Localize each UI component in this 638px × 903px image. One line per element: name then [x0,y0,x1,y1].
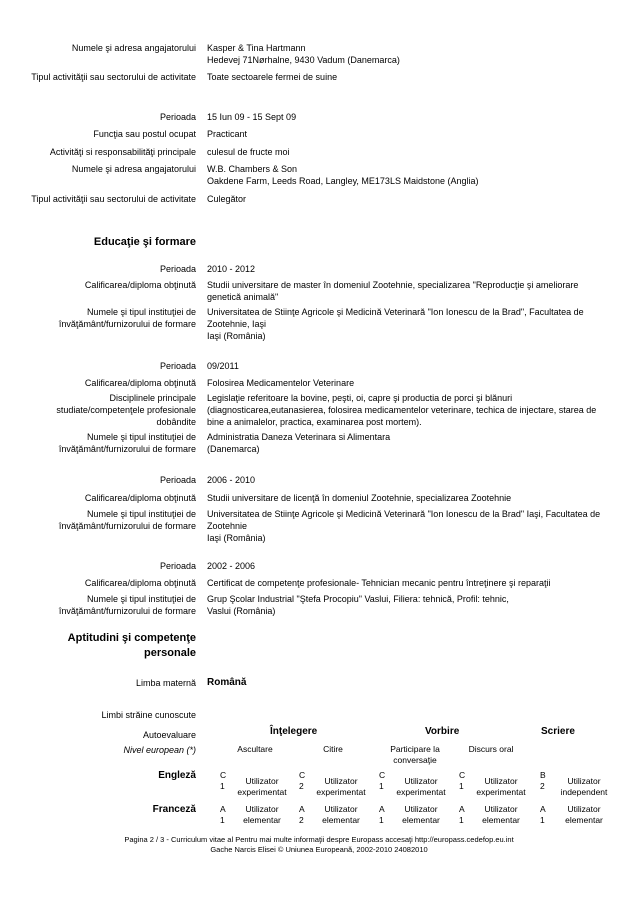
sector-value: Culegător [207,194,247,204]
period-value: 2010 - 2012 [207,264,256,274]
institution-line: Vaslui (România) [207,606,276,616]
period-label: Perioada [159,561,196,571]
level-code: C [220,770,227,780]
level-code: A [379,804,385,814]
institution-line: Grup Şcolar Industrial "Ştefa Procopiu" Vaslui, Filiera: tehnică, Profil: tehnic, [207,594,509,604]
education-section-title: Educaţie şi formare [93,236,196,248]
level-code: 2 [299,781,304,791]
level-code: A [540,804,546,814]
disciplines-line: (diagnosticarea,eutanasierea, folosirea medicamentelor veterinare, techica de injectare, starea de [207,405,597,415]
institution-label: Numele şi tipul instituţiei de [86,432,196,442]
institution-label: Numele şi tipul instituţiei de [86,509,196,519]
mother-tongue-value: Română [207,677,247,688]
level-code: 1 [220,781,225,791]
function-value: Practicant [207,129,248,139]
subhead-listening: Ascultare [237,744,273,754]
disciplines-label: dobândite [156,417,196,427]
institution-label: Numele şi tipul instituţiei de [86,307,196,317]
level-desc: Utilizator [484,804,518,814]
institution-label: învăţământ/furnizorului de formare [58,606,196,616]
level-desc: elementar [322,815,360,825]
level-desc: Utilizator [245,804,279,814]
subhead-production: Discurs oral [468,744,514,754]
institution-line: Iaşi (România) [207,533,266,543]
level-desc: Utilizator [404,804,438,814]
employer-label: Numele şi adresa angajatorului [71,164,196,174]
level-code: 1 [220,815,225,825]
skills-section-title: personale [144,647,196,659]
qualification-label: Calificarea/diploma obţinută [84,578,196,588]
institution-line: Iaşi (România) [207,331,266,341]
level-code: 2 [540,781,545,791]
level-desc: Utilizator [567,776,601,786]
level-desc: experimentat [396,787,446,797]
period-label: Perioada [159,361,196,371]
level-code: 1 [379,815,384,825]
qualification-label: Calificarea/diploma obţinută [84,280,196,290]
sector-label: Tipul activităţii sau sectorului de activitate [31,194,196,204]
level-desc: Utilizator [404,776,438,786]
period-value: 15 Iun 09 - 15 Sept 09 [207,112,297,122]
level-code: C [299,770,306,780]
level-desc: Utilizator [567,804,601,814]
page-footer-line: Gache Narcis Elisei © Uniunea Europeană, 2002-2010 24082010 [210,845,428,854]
level-desc: experimentat [476,787,526,797]
period-value: 2002 - 2006 [207,561,256,571]
level-code: A [220,804,226,814]
employer-name: W.B. Chambers & Son [207,164,298,174]
level-code: A [459,804,465,814]
qualification-line: Studii universitare de licenţă în domeniul Zootehnie, specializarea Zootehnie [207,493,512,503]
function-label: Funcţia sau postul ocupat [93,129,196,139]
level-desc: Utilizator [245,776,279,786]
level-desc: Utilizator [484,776,518,786]
institution-line: Zootehnie, Iaşi [207,319,267,329]
level-desc: elementar [243,815,281,825]
level-code: C [459,770,466,780]
level-code: C [379,770,386,780]
institution-label: învăţământ/furnizorului de formare [58,319,196,329]
level-code: 1 [459,815,464,825]
subhead-reading: Citire [323,744,343,754]
level-code: 1 [540,815,545,825]
qualification-line: Folosirea Medicamentelor Veterinare [207,378,355,388]
european-level-label: Nivel european (*) [123,745,196,755]
disciplines-label: studiate/competenţele profesionale [56,405,196,415]
level-desc: experimentat [316,787,366,797]
period-label: Perioada [159,112,196,122]
qualification-label: Calificarea/diploma obţinută [84,493,196,503]
language-name: Engleză [158,770,196,781]
group-understanding: Înţelegere [270,726,318,737]
institution-line: Administratia Daneza Veterinara si Alimentara [207,432,391,442]
employer-label: Numele şi adresa angajatorului [71,43,196,53]
skills-section-title: Aptitudini şi competenţe [67,632,196,644]
level-code: A [299,804,305,814]
institution-line: Universitatea de Stiinţe Agricole şi Medicină Veterinară "Ion Ionescu de la Brad", Facultatea de [207,307,584,317]
level-desc: elementar [402,815,440,825]
group-writing: Scriere [541,726,575,737]
employer-address: Oakdene Farm, Leeds Road, Langley, ME173LS Maidstone (Anglia) [207,176,479,186]
language-name: Franceză [152,804,196,815]
level-code: 1 [459,781,464,791]
subhead-interaction: conversaţie [393,755,437,765]
period-label: Perioada [159,475,196,485]
institution-label: învăţământ/furnizorului de formare [58,521,196,531]
level-desc: elementar [565,815,603,825]
activities-label: Activităţi si responsabilităţi principale [49,147,196,157]
employer-name: Kasper & Tina Hartmann [207,43,306,53]
foreign-languages-label: Limbi străine cunoscute [101,710,196,720]
disciplines-line: bine a animalelor, practica, examinarea post mortem). [207,417,422,427]
subhead-interaction: Participare la [390,744,440,754]
qualification-label: Calificarea/diploma obţinută [84,378,196,388]
sector-label: Tipul activităţii sau sectorului de activitate [31,72,196,82]
institution-label: Numele şi tipul instituţiei de [86,594,196,604]
page-footer-line: Pagina 2 / 3 - Curriculum vitae al Pentru mai multe informaţii despre Europass accesaţi http://europass.cedefop.eu.int [124,835,514,844]
disciplines-line: Legislaţie referitoare la bovine, peşti, oi, capre şi productia de porci şi blănuri [207,393,513,403]
period-value: 09/2011 [207,361,239,371]
level-code: 1 [379,781,384,791]
period-label: Perioada [159,264,196,274]
self-assessment-label: Autoevaluare [142,730,196,740]
institution-line: Zootehnie [207,521,248,531]
level-desc: independent [560,787,608,797]
institution-label: învăţământ/furnizorului de formare [58,444,196,454]
mother-tongue-label: Limba maternă [135,678,196,688]
level-desc: elementar [482,815,520,825]
level-code: 2 [299,815,304,825]
employer-address: Hedevej 71Nørhalne, 9430 Vadum (Danemarca) [207,55,400,65]
sector-value: Toate sectoarele fermei de suine [207,72,338,82]
activities-value: culesul de fructe moi [207,147,290,157]
institution-line: (Danemarca) [207,444,260,454]
level-desc: Utilizator [324,776,358,786]
level-code: B [540,770,546,780]
qualification-line: genetică animală" [207,292,279,302]
period-value: 2006 - 2010 [207,475,256,485]
qualification-line: Certificat de competenţe profesionale- Tehnician mecanic pentru întreţinere şi reparaţii [207,578,551,588]
group-speaking: Vorbire [425,726,460,737]
level-desc: Utilizator [324,804,358,814]
qualification-line: Studii universitare de master în domeniul Zootehnie, specializarea "Reproducţie şi ameliorare [207,280,579,290]
disciplines-label: Disciplinele principale [109,393,196,403]
institution-line: Universitatea de Stiinţe Agricole şi Medicină Veterinară "Ion Ionescu de la Brad" Iaşi, Facultatea de [207,509,601,519]
level-desc: experimentat [237,787,287,797]
